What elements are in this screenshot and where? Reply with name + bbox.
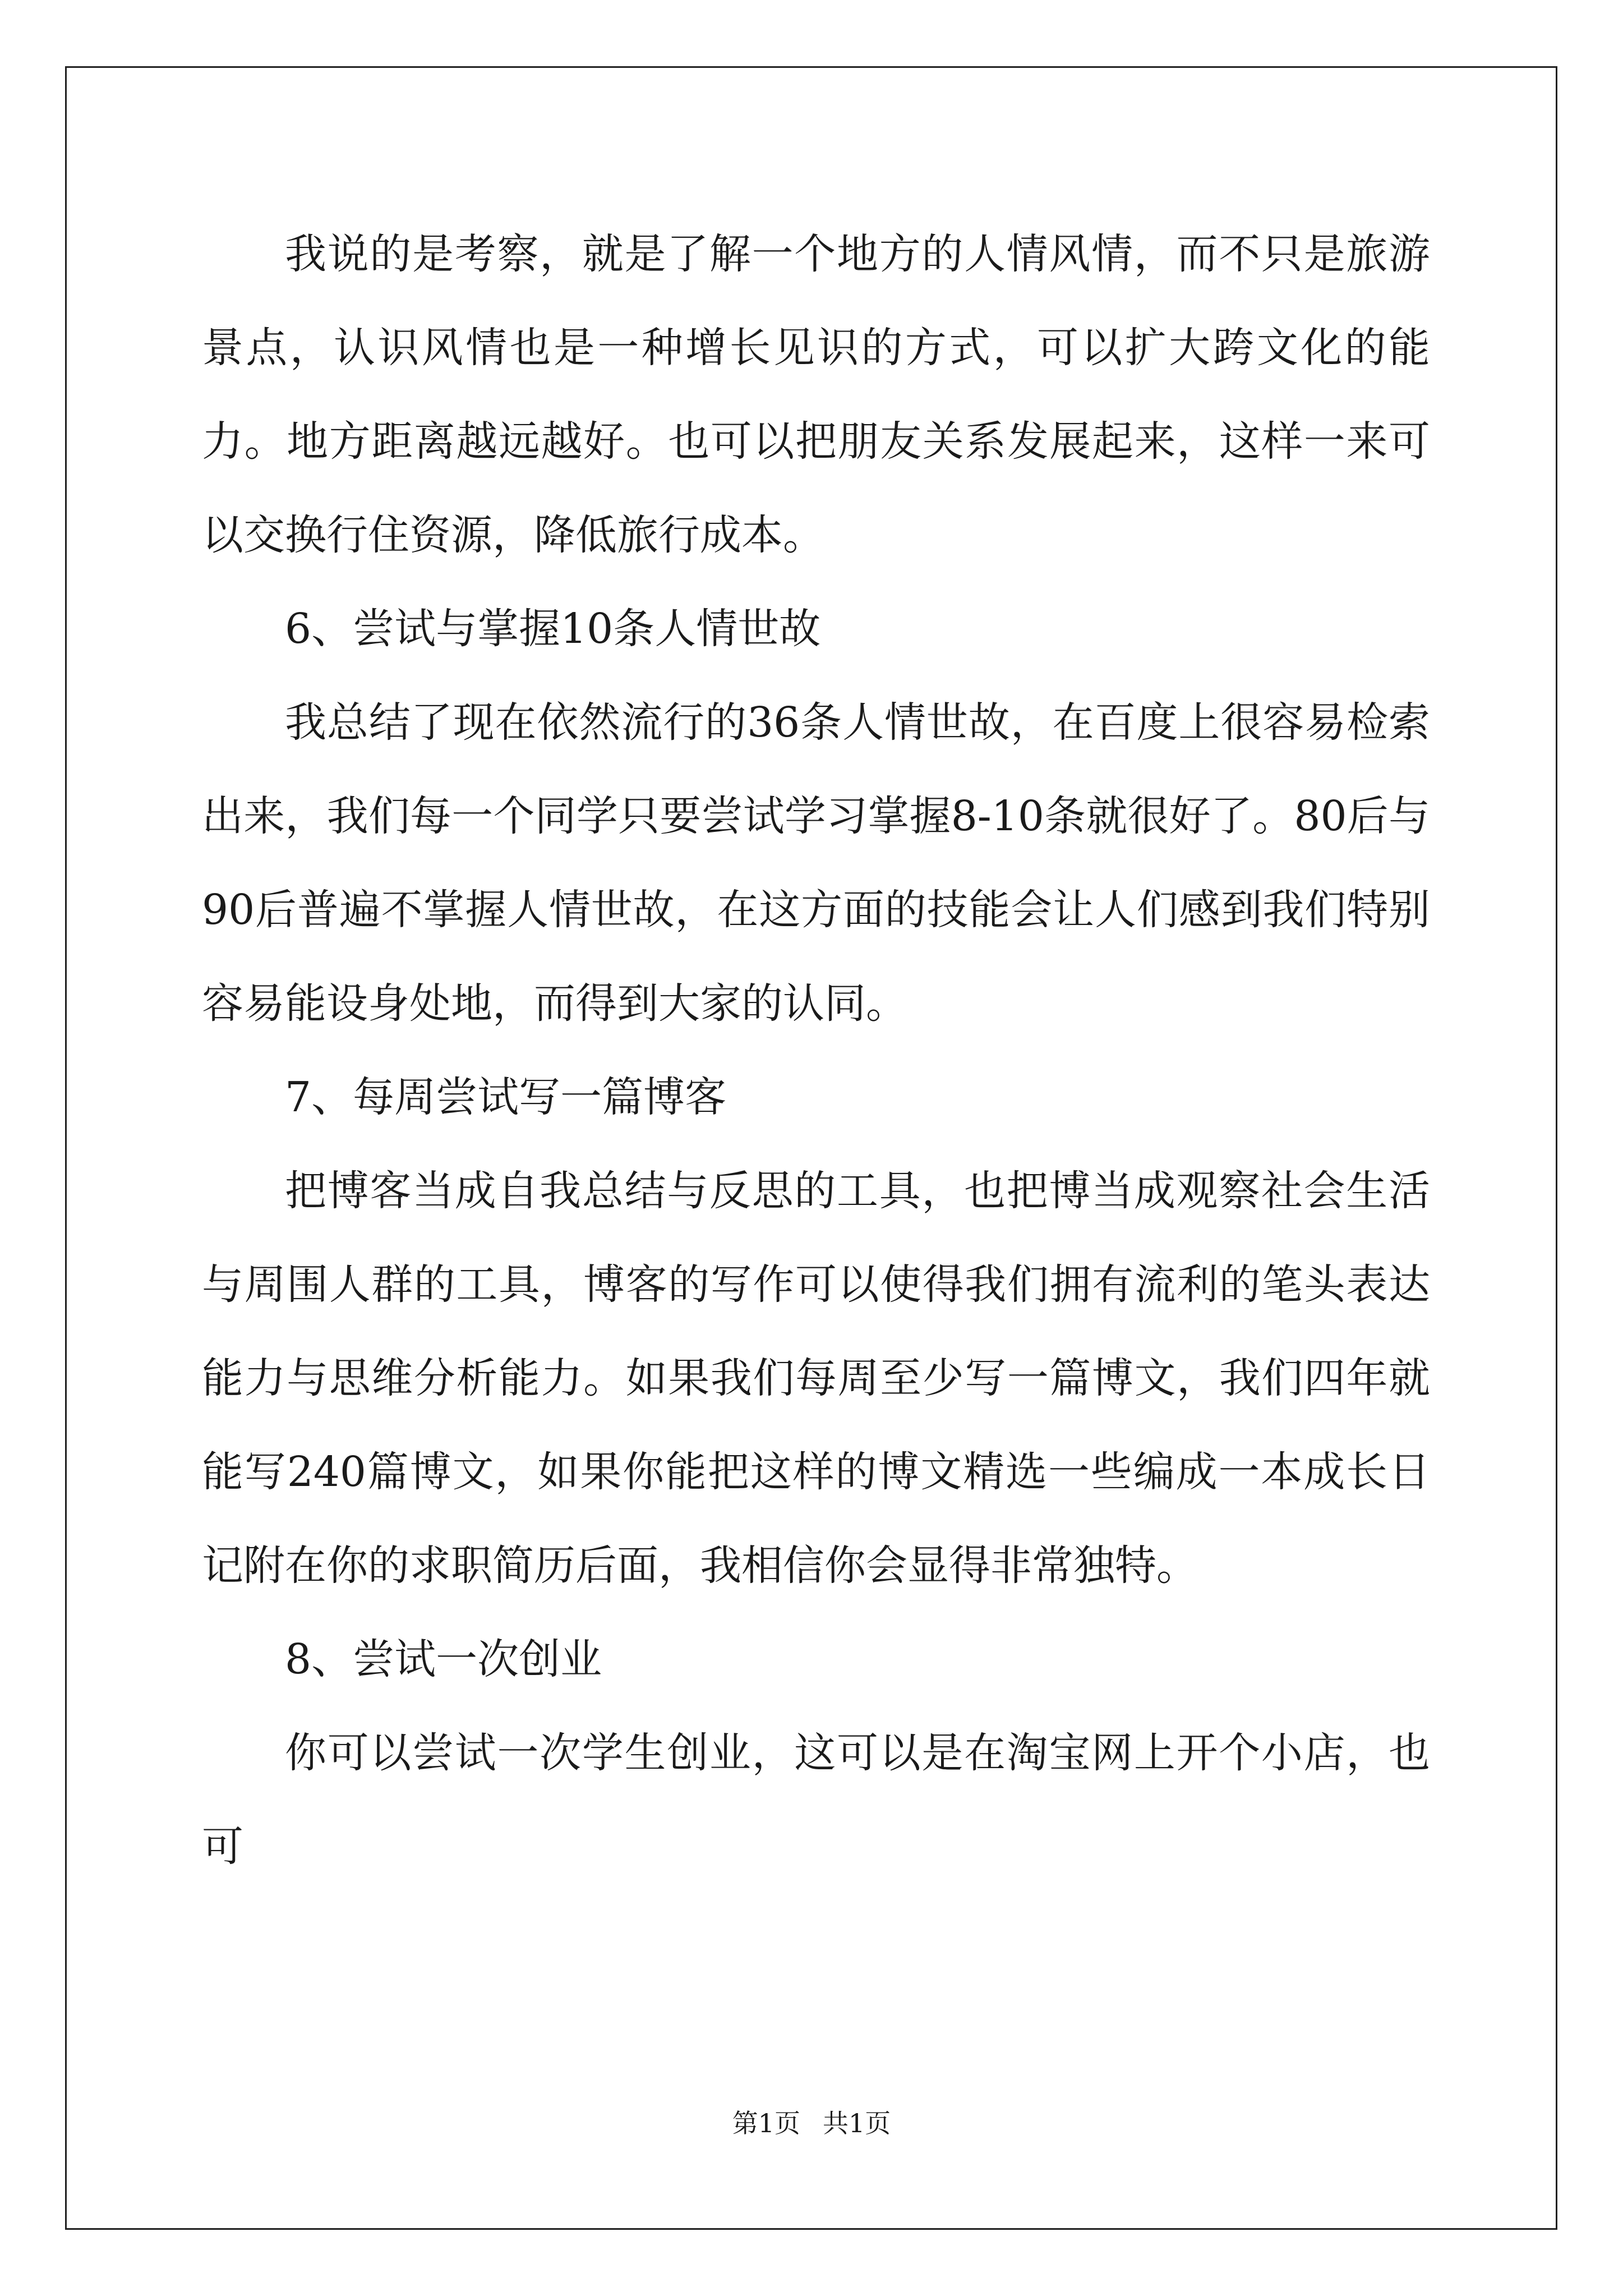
document-body xyxy=(202,208,1430,1894)
paragraph-blog: 把博客当成自我总结与反思的工具，也把博当成观察社会生活与周围人群的工具，博客的写作可以使得我们拥有流利的笔头表达能力与思维分析能力。如果我们每周至少写一篇博文，我们四年就能写240篇博文，如果你能把这样的博文精选一些编成一本成长日记附在你的求职简历后面，我相信你会显得非常独特。 xyxy=(202,1167,1430,1590)
heading-item-7: 7、每周尝试写一篇博客 xyxy=(285,1073,727,1121)
page-number-current: 第1页 xyxy=(732,2108,800,2138)
page-number-total: 共1页 xyxy=(823,2108,891,2138)
heading-item-6: 6、尝试与掌握10条人情世故 xyxy=(285,605,821,653)
heading-item-8: 8、尝试一次创业 xyxy=(285,1635,602,1683)
page-footer xyxy=(0,2106,1623,2140)
paragraph-startup: 你可以尝试一次学生创业，这可以是在淘宝网上开个小店，也可 xyxy=(202,1729,1430,1871)
paragraph-travel: 我说的是考察，就是了解一个地方的人情风情，而不只是旅游景点，认识风情也是一种增长见识的方式，可以扩大跨文化的能力。地方距离越远越好。也可以把朋友关系发展起来，这样一来可以交换行住资源，降低旅行成本。 xyxy=(202,230,1430,559)
paragraph-social-skills: 我总结了现在依然流行的36条人情世故，在百度上很容易检索出来，我们每一个同学只要尝试学习掌握8-10条就很好了。80后与90后普遍不掌握人情世故，在这方面的技能会让人们感到我们特别容易能设身处地，而得到大家的认同。 xyxy=(202,698,1430,1028)
